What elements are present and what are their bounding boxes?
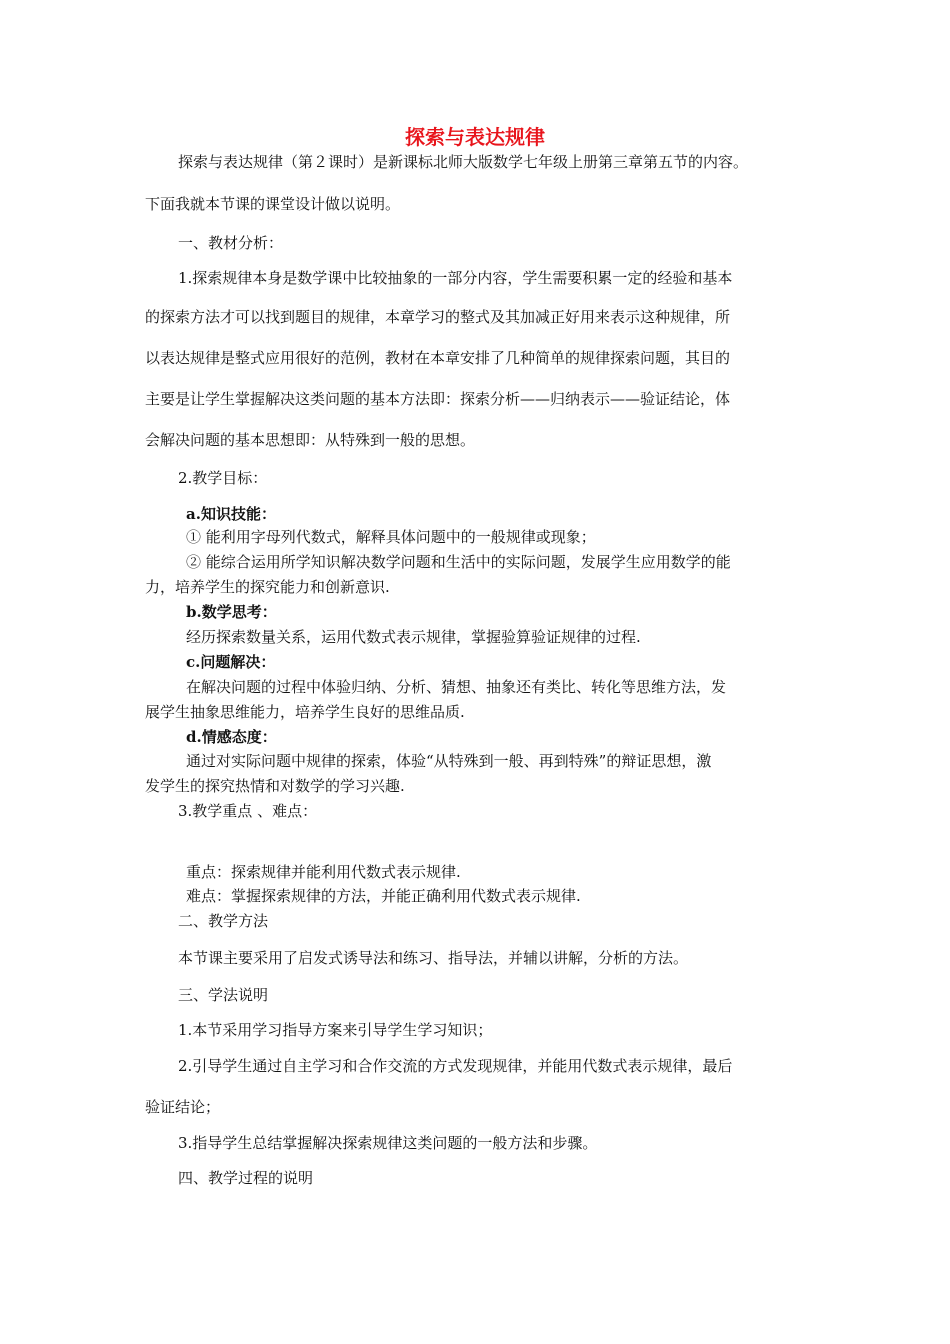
goal-d-line-1: 通过对实际问题中规律的探索，体验“从特殊到一般、再到特殊”的辩证思想，激 — [186, 752, 712, 770]
intro-line-1: 探索与表达规律（第２课时）是新课标北师大版数学七年级上册第三章第五节的内容。 — [178, 153, 749, 171]
paragraph-line: 会解决问题的基本思想即：从特殊到一般的思想。 — [145, 431, 476, 449]
goal-a-line-2: ② 能综合运用所学知识解决数学问题和生活中的实际问题，发展学生应用数学的能 — [186, 553, 731, 571]
section-4-heading: 四、教学过程的说明 — [178, 1169, 314, 1187]
paragraph-line: 的探索方法才可以找到题目的规律，本章学习的整式及其加减正好用来表示这种规律，所 — [145, 308, 731, 326]
section-3-heading: 三、学法说明 — [178, 986, 269, 1004]
document-title: 探索与表达规律 — [405, 125, 545, 149]
goal-d-line-2: 发学生的探究热情和对数学的学习兴趣. — [145, 777, 405, 795]
goal-b-line-1: 经历探索数量关系，运用代数式表示规律，掌握验算验证规律的过程. — [186, 628, 641, 646]
section-3-line-1: 1.本节采用学习指导方案来引导学生学习知识； — [178, 1021, 493, 1039]
goal-a-line-3: 力，培养学生的探究能力和创新意识. — [145, 578, 390, 596]
key-point: 重点：探索规律并能利用代数式表示规律. — [186, 863, 461, 881]
goals-heading: 2.教学目标： — [178, 469, 268, 487]
goal-a-line-1: ① 能利用字母列代数式，解释具体问题中的一般规律或现象； — [186, 528, 596, 546]
section-2-text: 本节课主要采用了启发式诱导法和练习、指导法，并辅以讲解，分析的方法。 — [178, 949, 689, 967]
section-1-heading: 一、教材分析： — [178, 234, 284, 252]
goal-c-line-1: 在解决问题的过程中体验归纳、分析、猜想、抽象还有类比、转化等思维方法，发 — [186, 678, 727, 696]
difficult-point: 难点：掌握探索规律的方法，并能正确利用代数式表示规律. — [186, 887, 581, 905]
paragraph-line: 1.探索规律本身是数学课中比较抽象的一部分内容，学生需要积累一定的经验和基本 — [178, 269, 733, 287]
section-3-line-2: 2.引导学生通过自主学习和合作交流的方式发现规律，并能用代数式表示规律，最后 — [178, 1057, 733, 1075]
section-3-line-2-cont: 验证结论； — [145, 1098, 221, 1116]
key-points-heading: 3.教学重点 、难点： — [178, 802, 318, 820]
goal-c-label: c.问题解决： — [186, 653, 276, 671]
intro-line-2: 下面我就本节课的课堂设计做以说明。 — [145, 195, 401, 213]
goal-a-label: a.知识技能： — [186, 505, 276, 523]
goal-b-label: b.数学思考： — [186, 603, 277, 621]
goal-c-line-2: 展学生抽象思维能力，培养学生良好的思维品质. — [145, 703, 465, 721]
section-3-line-3: 3.指导学生总结掌握解决探索规律这类问题的一般方法和步骤。 — [178, 1134, 598, 1152]
paragraph-line: 主要是让学生掌握解决这类问题的基本方法即：探索分析——归纳表示——验证结论，体 — [145, 390, 731, 408]
goal-d-label: d.情感态度： — [186, 728, 277, 746]
paragraph-line: 以表达规律是整式应用很好的范例，教材在本章安排了几种简单的规律探索问题，其目的 — [145, 349, 731, 367]
section-2-heading: 二、教学方法 — [178, 912, 269, 930]
